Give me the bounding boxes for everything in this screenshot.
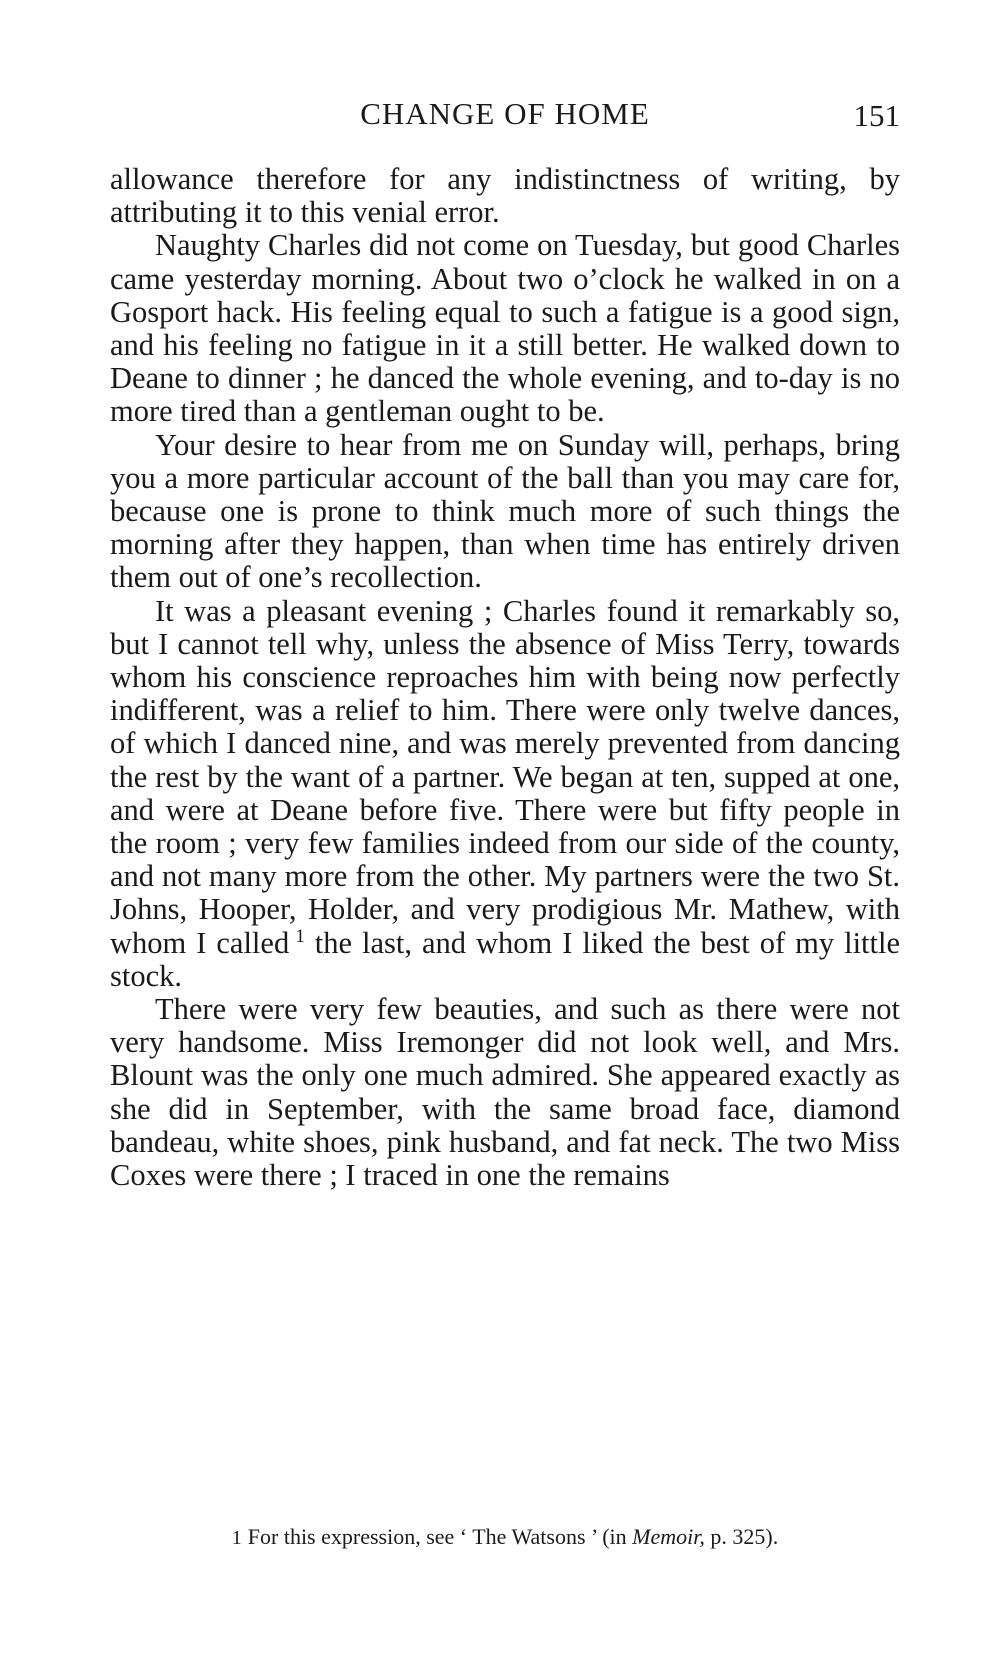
footnote-italic: Memoir, — [632, 1524, 705, 1549]
paragraph-text: the last, and whom I liked the best of my little stock. — [110, 925, 901, 993]
paragraph: There were very few beauties, and such as there were not very handsome. Miss Iremonger did not look well, and Mrs. Blount was the only one much admired. She appeared exactly as she did in September, with the same broad face, diamond bandeau, white shoes, pink husband, and fat neck. The two Miss Coxes were there ; I traced in one the remains — [110, 992, 900, 1193]
paragraph: Your desire to hear from me on Sunday will, perhaps, bring you a more particular account of the ball than you may care for, because one is prone to think much more of such things the morning after they happen, than when time has entirely driven them out of one’s recollection. — [110, 427, 900, 595]
running-title: CHANGE OF HOME — [360, 96, 650, 131]
paragraph: Naughty Charles did not come on Tuesday, but good Charles came yesterday morning. About two o’clock he walked in on a Gosport hack. His feeling equal to such a fatigue is a good sign, and his feeling no fatigue in it a still better. He walked down to Deane to dinner ; he danced the whole evening, and to-day is no more tired than a gentleman ought to be. — [110, 228, 900, 429]
footnote-number: 1 — [231, 1527, 242, 1549]
running-head — [110, 96, 900, 140]
footnote — [110, 1523, 900, 1552]
page-number: 151 — [853, 98, 900, 133]
footnote-text: For this expression, see ‘ The Watsons ’ (in — [247, 1524, 633, 1549]
paragraph-with-footnote — [110, 595, 900, 993]
footnote-reference: 1 — [295, 925, 305, 947]
paragraph-continued: allowance therefore for any indistinctness of writing, by attributing it to this venial error. — [110, 162, 900, 230]
body-text — [110, 163, 900, 1192]
paragraph-text: It was a pleasant evening ; Charles found it remarkably so, but I cannot tell why, unless the absence of Miss Terry, towards whom his conscience reproaches him with being now perfectly indifferent, was a relief to him. There were only twelve dances, of which I danced nine, and was merely prevented from dancing the rest by the want of a partner. We began at ten, supped at one, and were at Deane before five. There were but fifty people in the room ; very few families indeed from our side of the county, and not many more from the other. My partners were the two St. Johns, Hooper, Holder, and very prodigious Mr. Mathew, with whom I called — [110, 593, 900, 960]
footnote-text: p. 325). — [704, 1524, 779, 1549]
